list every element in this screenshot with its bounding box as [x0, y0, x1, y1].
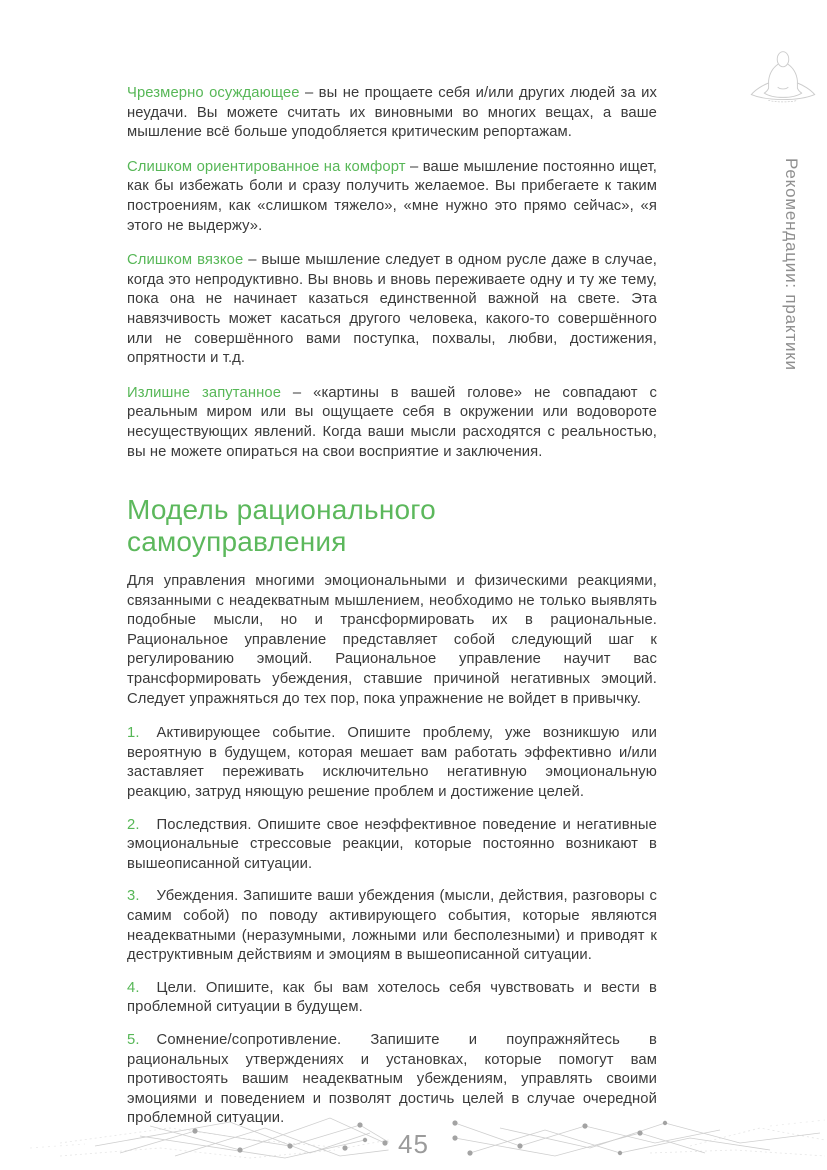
meditation-icon [747, 44, 819, 122]
paragraph-overly-confused [127, 384, 657, 462]
paragraph-text: – ваше мышление постоянно ищет, как бы избежать боли и сразу получить желаемое. Вы прибегаете к таким построениям, как «слишком тяжело», «мне нужно это прямо сейчас», «я этого не выдержу». [127, 158, 657, 234]
page-number: 45 [388, 1129, 439, 1160]
rational-self-management-steps [127, 724, 657, 1129]
paragraph-overly-judgmental [127, 84, 657, 143]
step-text: Сомнение/сопротивление. Запишите и поупражняйтесь в рациональных утверждениях и установках, которые помогут вам противостоять вашим неадекватным убеждениям, управлять своими эмоциями и поведением и позволят достичь целей в случае очередной проблемной ситуации. [127, 1031, 657, 1127]
paragraph-text: – выше мышление следует в одном русле даже в случае, когда это непродуктивно. Вы вновь и вновь переживаете одну и ту же тему, пока она не начинает казаться единственной важной на свете. Эта навязчивость может касаться другого человека, какого-то совершённого или не совершённого вами поступка, похвалы, любви, достижения, опрятности и т.д. [127, 252, 657, 367]
paragraph-too-viscous [127, 251, 657, 369]
paragraph-comfort-oriented [127, 158, 657, 236]
paragraph-text: – вы не прощаете себя и/или других людей за их неудачи. Вы можете считать их виновными во многих вещах, а ваше мышление всё больше уподобляется критическим репортажам. [127, 85, 657, 141]
step-beliefs [127, 887, 657, 965]
step-number: 4. [127, 979, 140, 996]
paragraph-text: – «картины в вашей голове» не совпадают с реальным миром или вы ощущаете себя в окружении или водовороте несуществующих явлений. Когда ваши мысли расходятся с реальностью, вы не можете опираться на свои восприятие и заключения. [127, 384, 658, 460]
paragraph-lead: Слишком ориентированное на комфорт [127, 158, 406, 175]
page-footer [0, 1098, 827, 1170]
paragraph-lead: Слишком вязкое [127, 252, 244, 269]
step-text: Последствия. Опишите свое неэффективное поведение и негативные эмоциональные стрессовые реакции, которые постоянно возникают в вышеописанной ситуации. [127, 816, 657, 872]
chapter-sidebar-label: Рекомендации: практики [782, 158, 801, 371]
step-number: 2. [127, 816, 140, 833]
paragraph-lead: Излишне запутанное [127, 384, 282, 401]
step-number: 3. [127, 888, 140, 905]
step-number: 5. [127, 1031, 140, 1048]
step-number: 1. [127, 725, 140, 742]
step-activating-event [127, 724, 657, 802]
step-consequences [127, 816, 657, 875]
step-text: Убеждения. Запишите ваши убеждения (мысли, действия, разговоры с самим собой) по поводу активирующего события, которые являются неадекватными (неразумными, ложными или бесполезными) и приводят к деструктивным действиям и эмоциям в вышеописанной ситуации. [127, 888, 657, 964]
step-text: Цели. Опишите, как бы вам хотелось себя чувствовать и вести в проблемной ситуации в будущем. [127, 979, 657, 1016]
step-goals [127, 979, 657, 1018]
section-title: Модель рационального самоуправления [127, 494, 436, 558]
paragraph-lead: Чрезмерно осуждающее [127, 85, 300, 101]
step-text: Активирующее событие. Опишите проблему, уже возникшую или вероятную в будущем, которая мешает вам работать эффективно и/или заставляет переживать исключительно негативную эмоциональную реакцию, затруд няющую решение проблем и достижение целей. [127, 725, 657, 801]
page-content [127, 84, 657, 1142]
section-intro-paragraph: Для управления многими эмоциональными и физическими реакциями, связанными с неадекватным мышлением, необходимо не только выявлять подобные мысли, но и трансформировать их в рациональные. Рациональное управление представляет собой следующий шаг к регулированию эмоций. Рациональное управление научит вас трансформировать убеждения, ставшие причиной негативных эмоций. Следует упражняться до тех пор, пока упражнение не войдет в привычку. [127, 573, 657, 707]
